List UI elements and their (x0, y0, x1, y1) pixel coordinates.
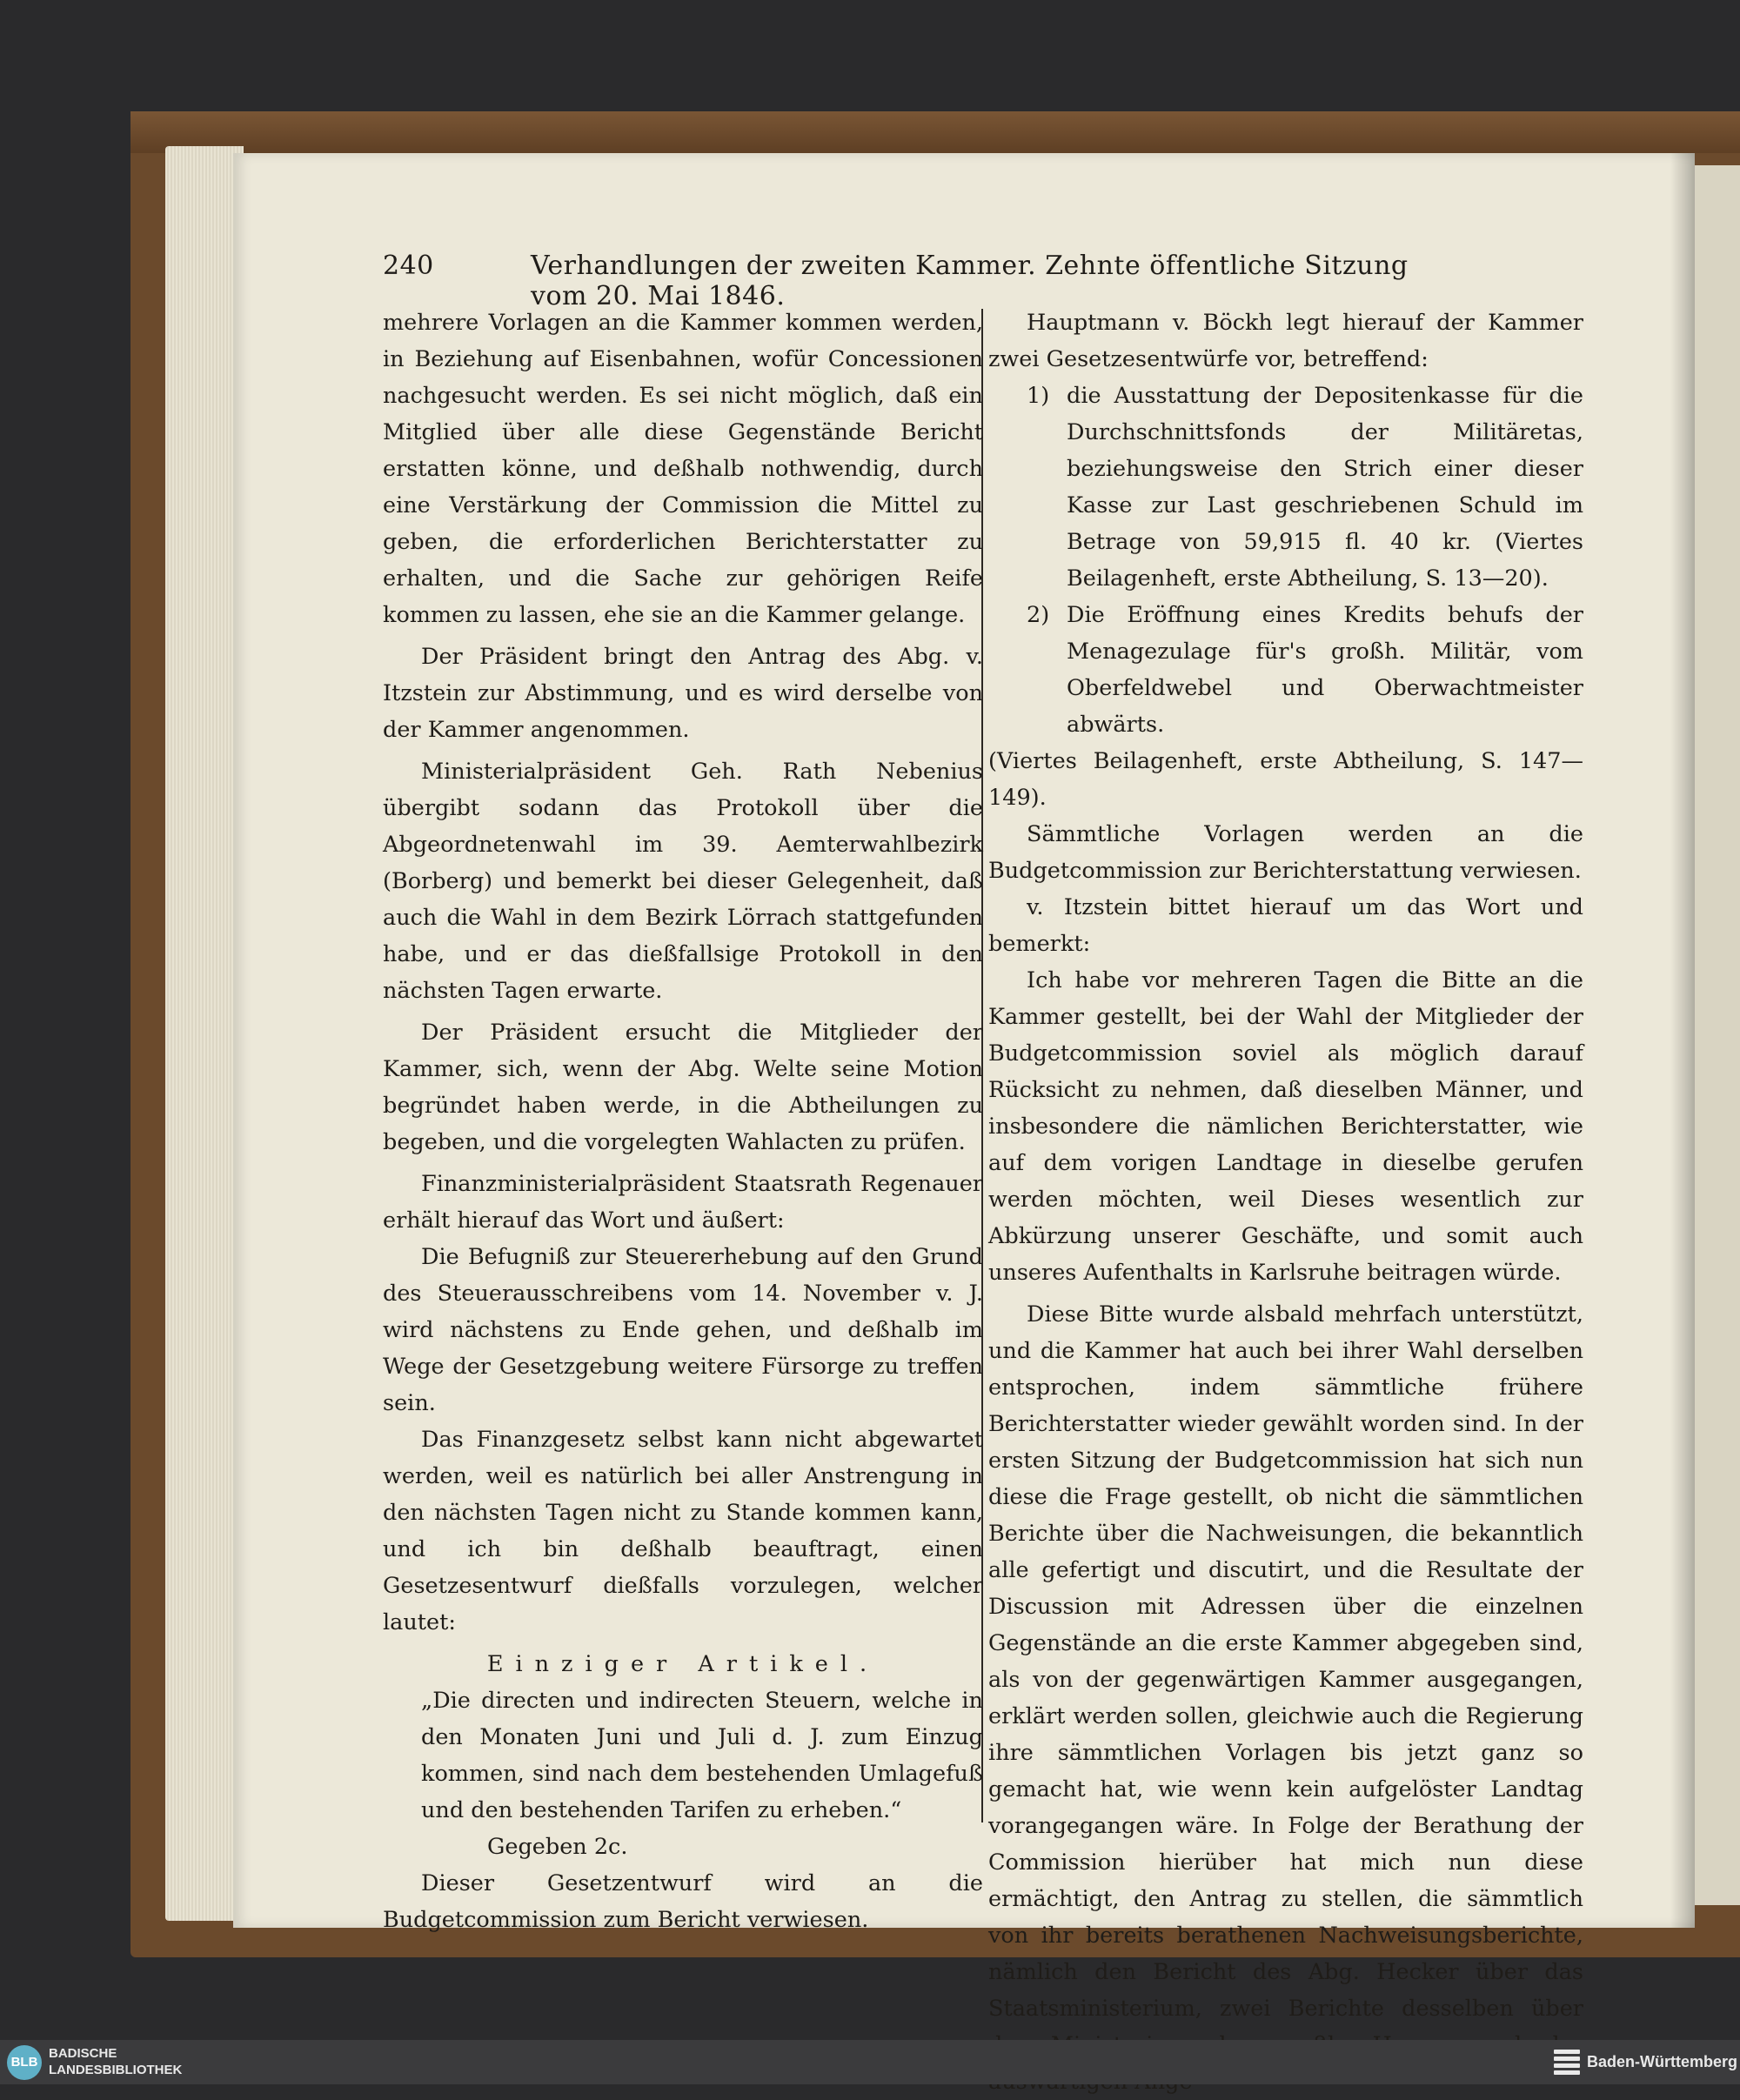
running-title: Verhandlungen der zweiten Kammer. Zehnte öffentliche Sitzung vom 20. Mai 1846. (531, 251, 1409, 311)
right-column (988, 304, 1583, 2022)
list-text: Die Eröffnung eines Kredits behufs der Menagezulage für's großh. Militär, vom Oberfeldwebel und Oberwachtmeister abwärts. (1067, 602, 1583, 738)
paragraph: Ministerialpräsident Geh. Rath Nebenius übergibt sodann das Protokoll über die Abgeordnetenwahl im 39. Aemterwahlbezirk (Borberg) und bemerkt bei dieser Gelegenheit, daß auch die Wahl in dem Bezirk Lörrach stattgefunden habe, und er das dießfallsige Protokoll in den nächsten Tagen erwarte. (383, 759, 983, 1004)
paragraph: Die Befugniß zur Steuererhebung auf den Grund des Steuerausschreibens vom 14. November v. J. wird nächstens zu Ende gehen, und deßhalb im Wege der Gesetzgebung weitere Fürsorge zu treffen sein. (383, 1244, 983, 1416)
library-name[interactable]: BADISCHE LANDESBIBLIOTHEK (49, 2046, 183, 2077)
paragraph: v. Itzstein bittet hierauf um das Wort und bemerkt: (988, 894, 1583, 957)
baden-wuerttemberg-lion-icon (1554, 2047, 1580, 2077)
page-number: 240 (383, 251, 434, 281)
page-edges (165, 146, 244, 1921)
paragraph: Hauptmann v. Böckh legt hierauf der Kammer zwei Gesetzesentwürfe vor, betreffend: (988, 310, 1583, 372)
book-cover-top (130, 111, 1740, 153)
paragraph: Dieser Gesetzentwurf wird an die Budgetcommission zum Bericht verwiesen. (383, 1870, 983, 1933)
article-heading: Einziger Artikel. (486, 1651, 880, 1677)
list-item (988, 378, 1583, 597)
paragraph: Das Finanzgesetz selbst kann nicht abgewartet werden, weil es natürlich bei aller Anstrengung in den nächsten Tagen nicht zu Stande kommen kann, und ich bin deßhalb beauftragt, einen Gesetzesentwurf dießfalls vorzulegen, welcher lautet: (383, 1427, 983, 1635)
paragraph: Ich habe vor mehreren Tagen die Bitte an die Kammer gestellt, bei der Wahl der Mitglieder der Budgetcommission soviel als möglich darauf Rücksicht zu nehmen, daß dieselben Männer, und insbesondere die nämlichen Berichterstatter, wie auf dem vorigen Landtage in dieselbe gerufen werden möchten, weil Dieses wesentlich zur Abkürzung unserer Geschäfte, und somit auch unseres Aufenthalts in Karlsruhe beitragen würde. (988, 967, 1583, 1286)
list-number: 2) (1027, 602, 1050, 628)
state-name[interactable]: Baden-Württemberg (1587, 2053, 1738, 2070)
list-text: die Ausstattung der Depositenkasse für die Durchschnittsfonds der Militäretas, beziehungsweise den Strich einer dieser Kasse zur Last geschriebenen Schuld im Betrage von 59,915 fl. 40 kr. (Viertes Beilagenheft, erste Abtheilung, S. 13—20). (1067, 383, 1583, 592)
paragraph: Der Präsident bringt den Antrag des Abg. v. Itzstein zur Abstimmung, und es wird derselbe von der Kammer angenommen. (383, 644, 983, 743)
article-text: „Die directen und indirecten Steuern, welche in den Monaten Juni und Juli d. J. zum Einzug kommen, sind nach dem bestehenden Umlagefuß und den bestehenden Tarifen zu erheben.“ (421, 1688, 983, 1823)
left-column (383, 304, 983, 1933)
paragraph: Der Präsident ersucht die Mitglieder der Kammer, sich, wenn der Abg. Welte seine Motion begründet haben werde, in die Abtheilungen zu begeben, und die vorgelegten Wahlacten zu prüfen. (383, 1020, 983, 1155)
viewer-footer (0, 2040, 1740, 2084)
paragraph: Finanzministerialpräsident Staatsrath Regenauer erhält hierauf das Wort und äußert: (383, 1171, 983, 1234)
paragraph: Sämmtliche Vorlagen werden an die Budgetcommission zur Berichterstattung verwiesen. (988, 821, 1583, 884)
paragraph: mehrere Vorlagen an die Kammer kommen werden, in Beziehung auf Eisenbahnen, wofür Concessionen nachgesucht werden. Es sei nicht möglich, daß ein Mitglied über alle diese Gegenstände Bericht erstatten könne, und deßhalb nothwendig, durch eine Verstärkung der Commission die Mittel zu geben, die erforderlichen Berichterstatter zu erhalten, und die Sache zur gehörigen Reife kommen zu lassen, ehe sie an die Kammer gelange. (383, 310, 983, 628)
reference: (Viertes Beilagenheft, erste Abtheilung, S. 147—149). (988, 748, 1583, 811)
list-item (988, 597, 1583, 743)
page-gutter-shadow (1670, 153, 1695, 1928)
list-number: 1) (1027, 383, 1050, 409)
signoff: Gegeben 2c. (487, 1834, 628, 1860)
paragraph: Diese Bitte wurde alsbald mehrfach unterstützt, und die Kammer hat auch bei ihrer Wahl derselben entsprochen, indem sämmtliche frühere Berichterstatter wieder gewählt worden sind. In der ersten Sitzung der Budgetcommission hat sich nun diese die Frage gestellt, ob nicht die sämmtlichen Berichte über die Nachweisungen, die bekanntlich alle gefertigt und discutirt, und die Resultate der Discussion mit Adressen über die einzelnen Gegenstände an die erste Kammer abgegeben sind, als von der gegenwärtigen Kammer ausgegangen, erklärt werden sollen, gleichwie auch die Regierung ihre sämmtlichen Vorlagen bis jetzt ganz so gemacht hat, wie wenn kein aufgelöster Landtag vorangegangen wäre. In Folge der Berathung der Commission hierüber hat mich nun diese ermächtigt, den Antrag zu stellen, die sämmtlich von ihr bereits berathenen Nachweisungsberichte, nämlich den Bericht des Abg. Hecker über das Staatsministerium, zwei Berichte desselben über (988, 1301, 1583, 2022)
blb-logo-icon[interactable]: BLB (7, 2045, 42, 2080)
facing-page-edge (1688, 165, 1740, 1905)
page-header (383, 251, 1453, 311)
